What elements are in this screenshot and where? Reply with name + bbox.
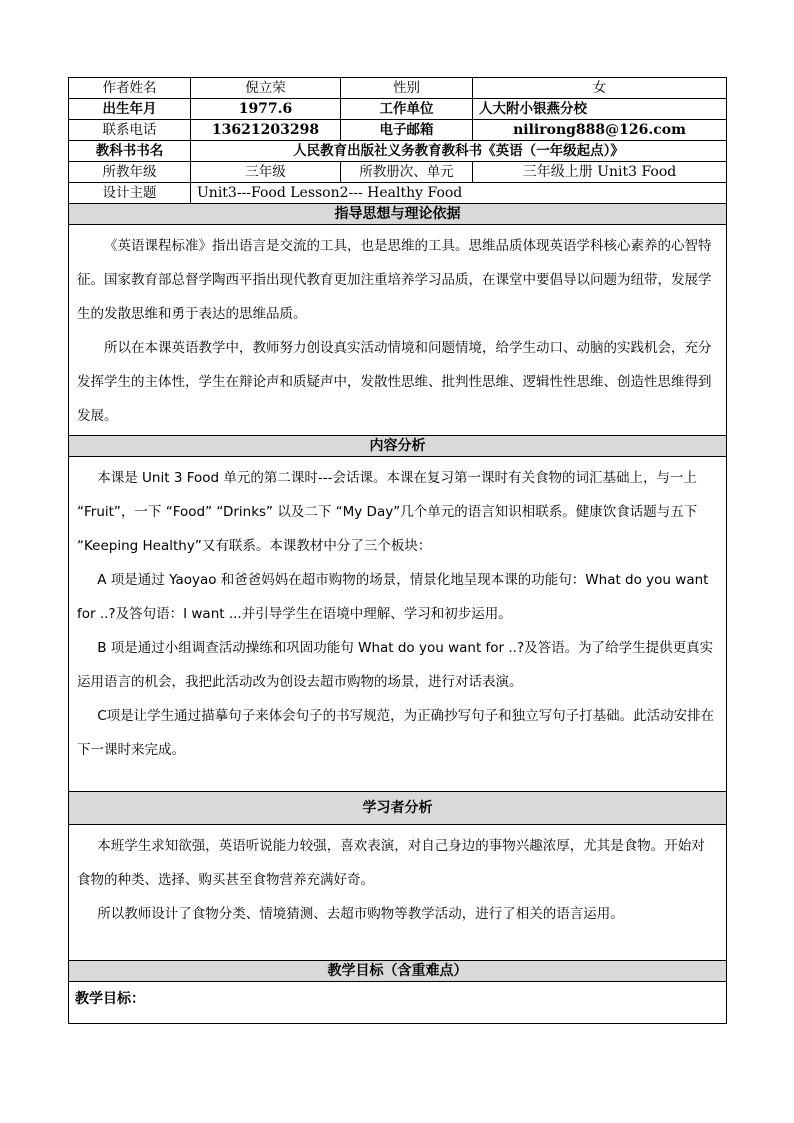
row-content-title [69, 436, 727, 457]
row-birth [69, 99, 727, 120]
section-title-goals: 教学目标（含重难点） [69, 961, 727, 982]
row-theme [69, 183, 727, 204]
guiding-paragraph: 所以在本课英语教学中，教师努力创设真实活动情境和问题情境，给学生动口、动脑的实践机会，充分发挥学生的主体性，学生在辩论声和质疑声中，发散性思维、批判性思维、逻辑性性思维、创造性思维得到发展。 [77, 340, 712, 424]
learner-paragraph: 所以教师设计了食物分类、情境猜测、去超市购物等教学活动，进行了相关的语言运用。 [97, 906, 624, 922]
row-author [69, 78, 727, 99]
row-guiding-title [69, 204, 727, 225]
section-title-learner: 学习者分析 [69, 792, 727, 825]
gender-value: 女 [473, 78, 727, 99]
work-value: 人大附小银燕分校 [473, 99, 727, 120]
textbook-label: 教科书书名 [69, 141, 191, 162]
phone-label: 联系电话 [69, 120, 191, 141]
volume-label: 所教册次、单元 [341, 162, 473, 183]
content-paragraph: C项是让学生通过描摹句子来体会句子的书写规范，为正确抄写句子和独立写句子打基础。此活动安排在下一课时来完成。 [77, 708, 715, 758]
work-label: 工作单位 [341, 99, 473, 120]
author-label: 作者姓名 [69, 78, 191, 99]
birth-label: 出生年月 [69, 99, 191, 120]
textbook-value: 人民教育出版社义务教育教科书《英语（一年级起点）》 [191, 141, 727, 162]
grade-value: 三年级 [191, 162, 341, 183]
row-grade [69, 162, 727, 183]
email-label: 电子邮箱 [341, 120, 473, 141]
section-title-guiding: 指导思想与理论依据 [69, 204, 727, 225]
volume-value: 三年级上册 Unit3 Food [473, 162, 727, 183]
row-learner-body [69, 825, 727, 961]
theme-label: 设计主题 [69, 183, 191, 204]
gender-label: 性别 [341, 78, 473, 99]
content-body [69, 457, 727, 792]
row-goals-title [69, 961, 727, 982]
birth-value: 1977.6 [191, 99, 341, 120]
content-paragraph: 本课是 Unit 3 Food 单元的第二课时---会话课。本课在复习第一课时有关食物的词汇基础上，与一上 “Fruit”，一下 “Food” “Drinks” 以及二下 “My Day”几个单元的语言知识相联系。健康饮食话题与五下 “Keeping Healthy”又有联系。本课教材中分了三个板块： [77, 470, 698, 554]
row-content-body [69, 457, 727, 792]
grade-label: 所教年级 [69, 162, 191, 183]
goals-label: 教学目标： [69, 982, 727, 1024]
learner-paragraph: 本班学生求知欲强，英语听说能力较强，喜欢表演，对自己身边的事物兴趣浓厚，尤其是食物。开始对食物的种类、选择、购买甚至食物营养充满好奇。 [77, 838, 705, 888]
section-title-content: 内容分析 [69, 436, 727, 457]
author-value: 倪立荣 [191, 78, 341, 99]
lesson-plan-page [68, 77, 726, 1024]
email-value: nilirong888@126.com [473, 120, 727, 141]
content-paragraph: A 项是通过 Yaoyao 和爸爸妈妈在超市购物的场景，情景化地呈现本课的功能句：What do you want for ..?及答句语：I want ...并引导学生在语境中理解、学习和初步运用。 [77, 572, 709, 622]
row-goals-body [69, 982, 727, 1024]
learner-body [69, 825, 727, 961]
row-learner-title [69, 792, 727, 825]
row-guiding-body [69, 225, 727, 436]
content-paragraph: B 项是通过小组调查活动操练和巩固功能句 What do you want for ..?及答语。为了给学生提供更真实运用语言的机会，我把此活动改为创设去超市购物的场景，进行对话表演。 [77, 640, 714, 690]
theme-value: Unit3---Food Lesson2--- Healthy Food [191, 183, 727, 204]
phone-value: 13621203298 [191, 120, 341, 141]
row-phone [69, 120, 727, 141]
row-textbook [69, 141, 727, 162]
guiding-paragraph: 《英语课程标准》指出语言是交流的工具，也是思维的工具。思维品质体现英语学科核心素养的心智特征。国家教育部总督学陶西平指出现代教育更加注重培养学习品质，在课堂中要倡导以问题为纽带，发展学生的发散思维和勇于表达的思维品质。 [77, 238, 712, 322]
lesson-plan-table [68, 77, 727, 1024]
guiding-body [69, 225, 727, 436]
